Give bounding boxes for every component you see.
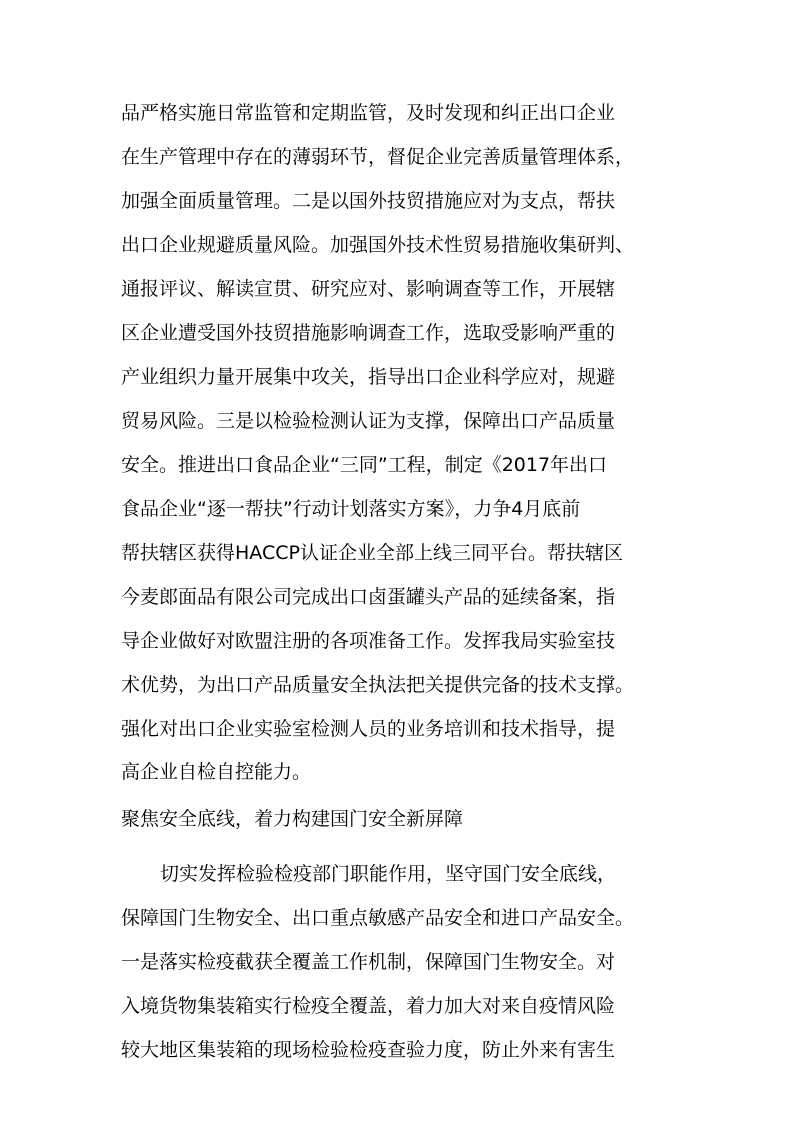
body-text-line: 入境货物集装箱实行检疫全覆盖，着力加大对来自疫情风险 bbox=[121, 995, 616, 1017]
body-text-line: 食品企业“逐一帮扶”行动计划落实方案》，力争4月底前 bbox=[121, 498, 581, 520]
body-text-line: 术优势，为出口产品质量安全执法把关提供完备的技术支撑。 bbox=[121, 674, 635, 696]
body-text-line: 帮扶辖区获得HACCP认证企业全部上线三同平台。帮扶辖区 bbox=[121, 542, 623, 564]
body-text-line: 切实发挥检验检疫部门职能作用，坚守国门安全底线， bbox=[160, 863, 617, 885]
body-text-line: 安全。推进出口食品企业“三同”工程，制定《2017年出口 bbox=[121, 454, 608, 476]
section-heading: 聚焦安全底线，着力构建国门安全新屏障 bbox=[121, 808, 464, 830]
body-text-line: 贸易风险。三是以检验检测认证为支撑，保障出口产品质量 bbox=[121, 410, 616, 432]
body-text-line: 高企业自检自控能力。 bbox=[121, 761, 312, 783]
body-text-line: 强化对出口企业实验室检测人员的业务培训和技术指导，提 bbox=[121, 718, 616, 740]
body-text-line: 一是落实检疫截获全覆盖工作机制，保障国门生物安全。对 bbox=[121, 951, 616, 973]
body-text-line: 产业组织力量开展集中攻关，指导出口企业科学应对，规避 bbox=[121, 366, 616, 388]
body-text-line: 区企业遭受国外技贸措施影响调查工作，选取受影响严重的 bbox=[121, 322, 616, 344]
body-text-line: 出口企业规避质量风险。加强国外技术性贸易措施收集研判、 bbox=[121, 234, 635, 256]
body-text-line: 较大地区集装箱的现场检验检疫查验力度，防止外来有害生 bbox=[121, 1039, 616, 1061]
body-text-line: 今麦郎面品有限公司完成出口卤蛋罐头产品的延续备案，指 bbox=[121, 586, 616, 608]
body-text-line: 保障国门生物安全、出口重点敏感产品安全和进口产品安全。 bbox=[121, 907, 635, 929]
body-text-line: 加强全面质量管理。二是以国外技贸措施应对为支点，帮扶 bbox=[121, 190, 616, 212]
body-text-line: 品严格实施日常监管和定期监管，及时发现和纠正出口企业 bbox=[121, 102, 616, 124]
body-text-line: 在生产管理中存在的薄弱环节，督促企业完善质量管理体系， bbox=[121, 146, 635, 168]
body-text-line: 导企业做好对欧盟注册的各项准备工作。发挥我局实验室技 bbox=[121, 630, 616, 652]
body-text-line: 通报评议、解读宣贯、研究应对、影响调查等工作，开展辖 bbox=[121, 278, 616, 300]
